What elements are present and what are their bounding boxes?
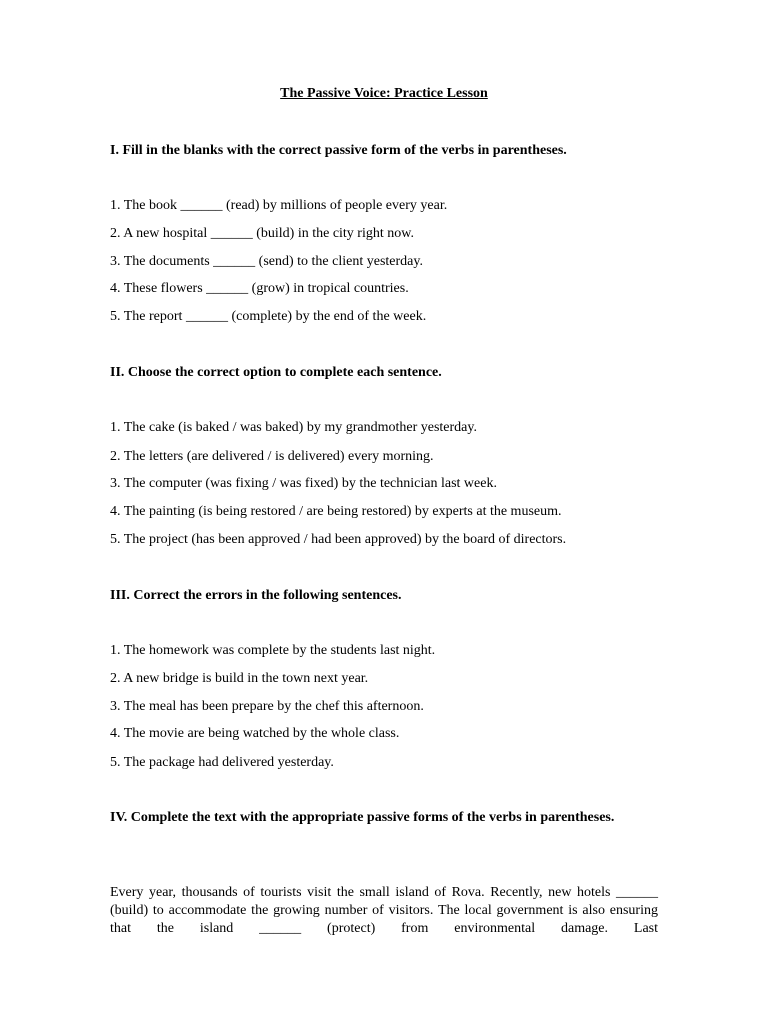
section-2-item-5: 5. The project (has been approved / had been approved) by the board of directors. <box>110 532 567 547</box>
section-1-heading: I. Fill in the blanks with the correct passive form of the verbs in parentheses. <box>110 143 567 158</box>
section-2-heading: II. Choose the correct option to complete each sentence. <box>110 365 442 380</box>
section-3-item-1: 1. The homework was complete by the students last night. <box>110 643 436 658</box>
section-3-item-5: 5. The package had delivered yesterday. <box>110 755 334 770</box>
section-2-item-4: 4. The painting (is being restored / are being restored) by experts at the museum. <box>110 504 562 519</box>
section-3-item-3: 3. The meal has been prepare by the chef this afternoon. <box>110 699 424 714</box>
section-2-item-1: 1. The cake (is baked / was baked) by my grandmother yesterday. <box>110 420 477 435</box>
section-1-item-2: 2. A new hospital ______ (build) in the city right now. <box>110 226 414 241</box>
section-3-item-4: 4. The movie are being watched by the whole class. <box>110 726 400 741</box>
section-3-heading: III. Correct the errors in the following sentences. <box>110 588 402 603</box>
document-title: The Passive Voice: Practice Lesson <box>280 86 488 101</box>
section-1-item-4: 4. These flowers ______ (grow) in tropical countries. <box>110 281 409 296</box>
section-1-item-1: 1. The book ______ (read) by millions of people every year. <box>110 198 448 213</box>
section-4-paragraph: Every year, thousands of tourists visit the small island of Rova. Recently, new hotels ______ (build) to accommodate the growing number of visitors. The local government is also ensuring that the island ______ (protect) from environmental damage. Last <box>110 885 658 936</box>
section-1-item-5: 5. The report ______ (complete) by the end of the week. <box>110 309 427 324</box>
section-4-heading: IV. Complete the text with the appropriate passive forms of the verbs in parentheses. <box>110 810 615 825</box>
section-1-item-3: 3. The documents ______ (send) to the client yesterday. <box>110 254 423 269</box>
section-2-item-3: 3. The computer (was fixing / was fixed) by the technician last week. <box>110 476 497 491</box>
section-3-item-2: 2. A new bridge is build in the town next year. <box>110 671 369 686</box>
section-2-item-2: 2. The letters (are delivered / is delivered) every morning. <box>110 449 434 464</box>
